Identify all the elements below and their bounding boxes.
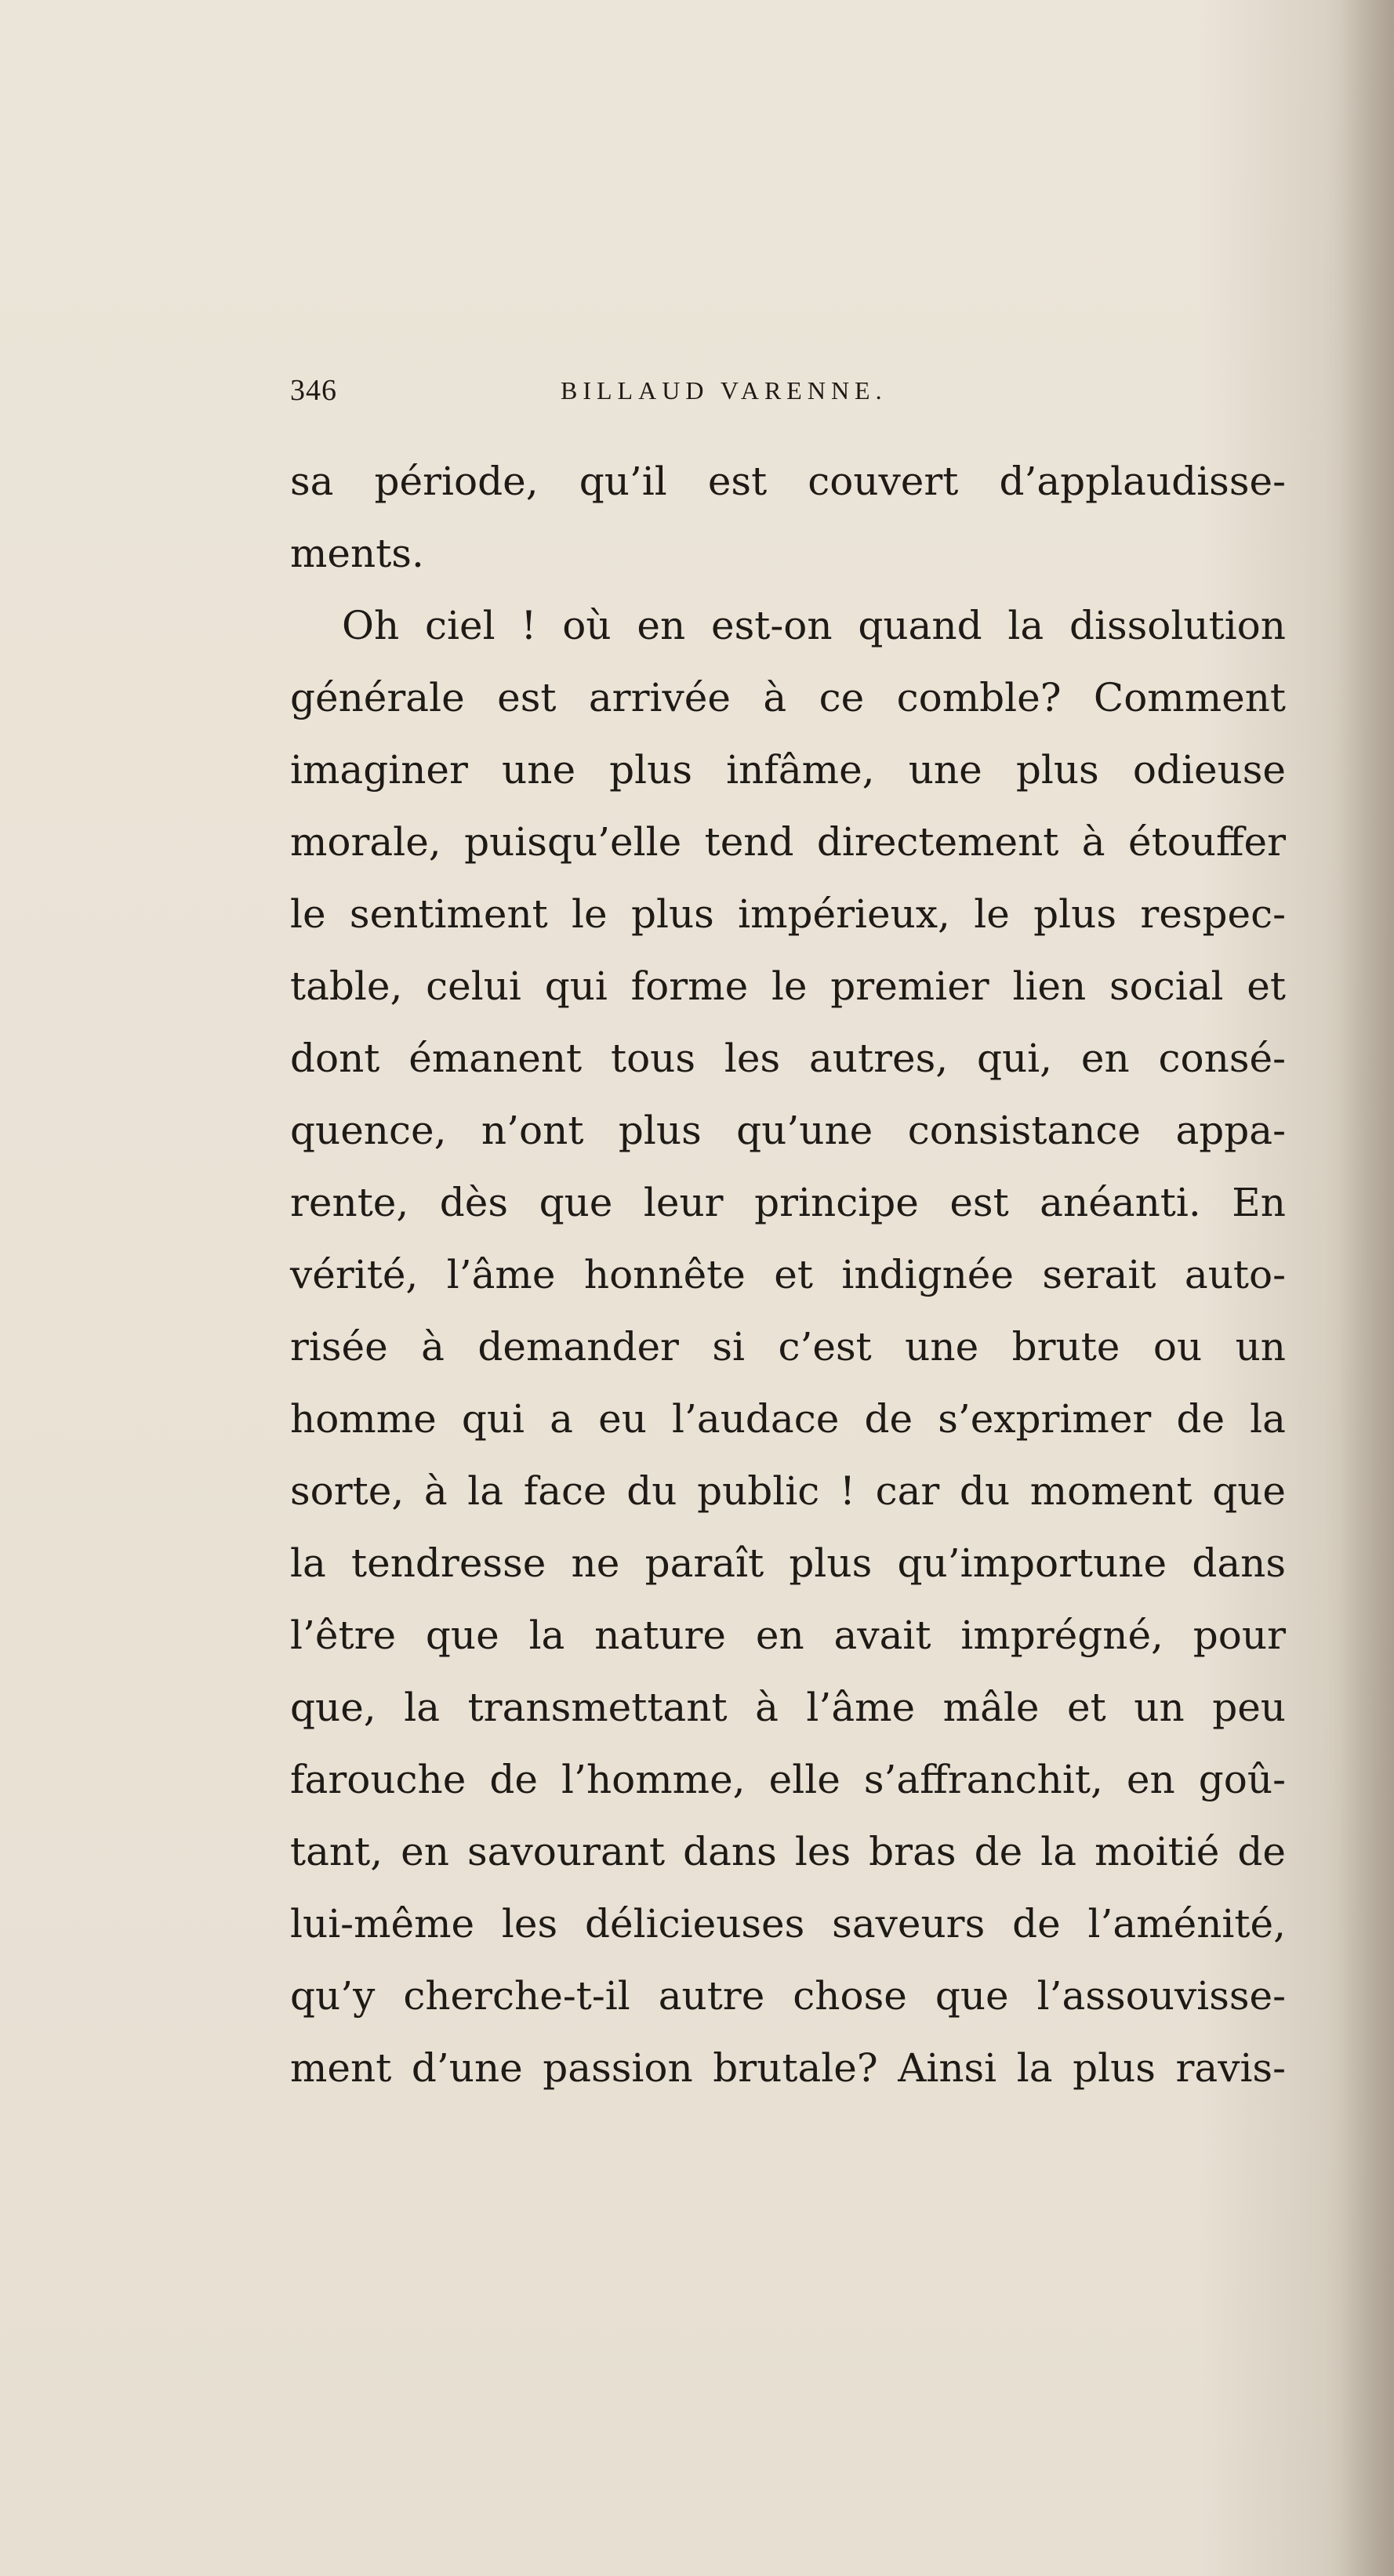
- text-line: tant, en savourant dans les bras de la moitié de: [290, 1829, 1286, 1874]
- text-line: que, la transmettant à l’âme mâle et un peu: [290, 1685, 1286, 1730]
- text-line: homme qui a eu l’audace de s’exprimer de la: [290, 1396, 1286, 1442]
- text-line: générale est arrivée à ce comble? Comment: [290, 675, 1286, 720]
- page-edge-shadow: [1339, 0, 1394, 2576]
- text-line: le sentiment le plus impérieux, le plus respec-: [290, 891, 1286, 937]
- text-line: ments.: [290, 531, 424, 576]
- text-line: table, celui qui forme le premier lien social et: [290, 963, 1286, 1009]
- text-line: quence, n’ont plus qu’une consistance appa-: [290, 1108, 1286, 1153]
- text-line: l’être que la nature en avait imprégné, pour: [290, 1613, 1286, 1658]
- body-text: [290, 445, 1286, 2104]
- running-head: [290, 367, 1105, 414]
- text-line: sorte, à la face du public ! car du moment que: [290, 1468, 1286, 1514]
- text-line: qu’y cherche-t-il autre chose que l’assouvisse-: [290, 1973, 1286, 2019]
- text-line: rente, dès que leur principe est anéanti. En: [290, 1180, 1286, 1225]
- text-line: la tendresse ne paraît plus qu’importune dans: [290, 1540, 1286, 1586]
- text-line: sa période, qu’il est couvert d’applaudisse-: [290, 459, 1286, 504]
- text-line: ment d’une passion brutale? Ainsi la plus ravis-: [290, 2045, 1286, 2091]
- text-line: farouche de l’homme, elle s’affranchit, en goû-: [290, 1757, 1286, 1802]
- page-number: 346: [290, 374, 337, 407]
- text-line: Oh ciel ! où en est-on quand la dissolution: [342, 603, 1286, 648]
- text-line: dont émanent tous les autres, qui, en consé-: [290, 1036, 1286, 1081]
- text-line: imaginer une plus infâme, une plus odieuse: [290, 747, 1286, 793]
- text-line: vérité, l’âme honnête et indignée serait auto-: [290, 1252, 1286, 1297]
- text-line: lui-même les délicieuses saveurs de l’aménité,: [290, 1901, 1286, 1947]
- text-line: risée à demander si c’est une brute ou un: [290, 1324, 1286, 1370]
- text-line: morale, puisqu’elle tend directement à étouffer: [290, 819, 1286, 865]
- running-title: BILLAUD VARENNE.: [561, 376, 888, 405]
